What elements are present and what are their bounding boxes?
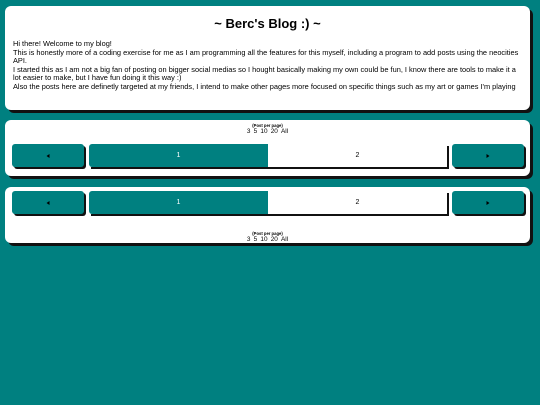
intro-text: [13, 40, 522, 92]
per-page-option-all[interactable]: All: [280, 236, 289, 243]
page-button-2[interactable]: 2: [355, 199, 360, 206]
per-page-option-10[interactable]: 10: [260, 128, 268, 135]
pagination-top: [5, 120, 530, 176]
page-nav: [12, 144, 526, 169]
per-page-option-all[interactable]: All: [280, 128, 289, 135]
page-title: ~ Berc's Blog :) ~: [214, 16, 321, 31]
per-page-option-5[interactable]: 5: [253, 236, 258, 243]
posts-per-page: [5, 231, 530, 244]
per-page-option-3[interactable]: 3: [246, 128, 251, 135]
per-page-option-3[interactable]: 3: [246, 236, 251, 243]
posts-per-page: [5, 123, 530, 136]
caret-left-icon: [47, 154, 50, 158]
previous-page-button[interactable]: [12, 144, 84, 167]
caret-right-icon: [487, 201, 490, 205]
posts-per-page-options: [5, 236, 530, 244]
pagination-bottom: [5, 187, 530, 243]
per-page-option-10[interactable]: 10: [260, 236, 268, 243]
posts-per-page-label: (Post per page): [252, 123, 283, 128]
page-list: [89, 144, 447, 167]
page-list: [89, 191, 447, 214]
page-button-1[interactable]: 1: [89, 144, 268, 167]
blog-intro-card: [5, 6, 530, 110]
intro-line: Hi there! Welcome to my blog!: [13, 39, 112, 48]
per-page-option-5[interactable]: 5: [253, 128, 258, 135]
intro-line: I started this as I am not a big fan of posting on bigger social medias so I hought basically making my own could be fun, I know there are tools to make it a lot easier to make, but I have fun doing it this way :): [13, 64, 516, 83]
next-page-button[interactable]: [452, 191, 524, 214]
posts-per-page-label: (Post per page): [252, 231, 283, 236]
next-page-button[interactable]: [452, 144, 524, 167]
caret-left-icon: [47, 201, 50, 205]
posts-per-page-options: [5, 128, 530, 136]
page-nav: [12, 191, 526, 216]
intro-line: Also the posts here are definetly targeted at my friends, I intend to make other pages more focused on specific things such as my art or games I'm playing: [13, 81, 516, 91]
intro-line: This is honestly more of a coding exercise for me as I am programming all the features for this myself, including a program to add posts using the neocities API.: [13, 47, 519, 66]
per-page-option-20[interactable]: 20: [270, 128, 278, 135]
previous-page-button[interactable]: [12, 191, 84, 214]
caret-right-icon: [487, 154, 490, 158]
page-button-1[interactable]: 1: [89, 191, 268, 214]
page-button-2[interactable]: 2: [355, 152, 360, 159]
per-page-option-20[interactable]: 20: [270, 236, 278, 243]
